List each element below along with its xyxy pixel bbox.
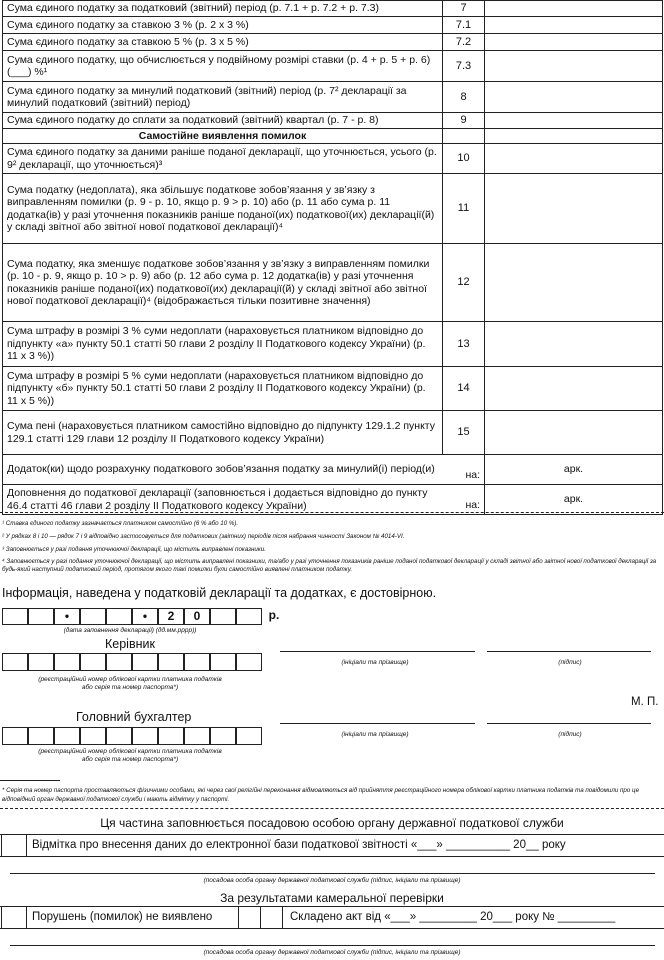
attachment-label: Доповнення до податкової декларації (заповнюється і додається відповідно до пункту 46.4 статті 46 глави 2 розділу ІІ Податкового кодексу України)	[7, 487, 428, 512]
row-number: 10	[443, 144, 485, 174]
row-value-cell[interactable]	[485, 34, 663, 51]
table-row	[3, 113, 663, 129]
footnote-1: ¹ Ставка єдиного податку зазначається платником самостійно (6 % або 10 %).	[2, 520, 239, 527]
date-suffix: р.	[268, 608, 280, 622]
reg-digit-box[interactable]	[2, 727, 28, 745]
declaration-text: Інформація, наведена у податковій декларації та додатках, є достовірною.	[2, 586, 437, 600]
date-digit-box[interactable]: •	[132, 608, 158, 625]
date-digit-box[interactable]: 0	[184, 608, 210, 625]
row-value-cell[interactable]	[485, 113, 663, 129]
section-title: Самостійне виявлення помилок	[3, 129, 443, 144]
accountant-label: Головний бухгалтер	[76, 710, 192, 724]
date-digit-box[interactable]	[106, 608, 132, 625]
table-row	[3, 82, 663, 113]
row-number: 7.1	[443, 17, 485, 34]
tax-summary-table	[2, 0, 663, 515]
reg-digit-box[interactable]	[80, 653, 106, 671]
stamp-label: М. П.	[631, 696, 659, 708]
row-label: Сума єдиного податку за ставкою 3 % (р. 2 х 3 %)	[3, 17, 443, 34]
row-label: Сума єдиного податку за ставкою 5 % (р. 3 х 5 %)	[3, 34, 443, 51]
date-digit-box[interactable]	[236, 608, 262, 625]
row-value-cell[interactable]	[485, 51, 663, 82]
row-label: Сума єдиного податку до сплати за податковий (звітний) квартал (р. 7 - р. 8)	[3, 113, 443, 129]
reg-caption: або серія та номер паспорта*)	[81, 684, 179, 691]
divider	[0, 808, 664, 809]
footnote-2: ² У рядках 8 і 10 — рядок 7 і 9 відповідно застосовується для податкових (звітних) періодів після набрання чинності Законом № 4014-VI.	[2, 533, 405, 540]
reg-digit-box[interactable]	[210, 653, 236, 671]
attachment-na: на:	[465, 468, 480, 481]
footnote-3: ³ Заповнюється у разі подання уточнюючої декларації, що містить виправлені показники.	[2, 546, 266, 553]
divider	[0, 512, 664, 513]
attachment-sheets[interactable]: арк.	[485, 455, 663, 485]
row-value-cell[interactable]	[485, 1, 663, 17]
director-label: Керівник	[105, 637, 155, 651]
reg-digit-box[interactable]	[210, 727, 236, 745]
signature-caption: (підпис)	[558, 659, 582, 666]
reg-digit-box[interactable]	[184, 653, 210, 671]
reg-digit-box[interactable]	[28, 653, 54, 671]
reg-digit-box[interactable]	[106, 727, 132, 745]
official-caption: (посадова особа органу державної податкової служби (підпис, ініціали та прізвище)	[203, 877, 461, 884]
row-number: 15	[443, 411, 485, 455]
row-number: 9	[443, 113, 485, 129]
attachment-row	[3, 455, 663, 485]
initials-caption: (ініціали та прізвище)	[341, 731, 409, 738]
reg-caption: (реєстраційний номер облікової картки платника податків	[38, 676, 222, 683]
table-row	[3, 411, 663, 455]
initials-caption: (ініціали та прізвище)	[341, 659, 409, 666]
mark-text: Відмітка про внесення даних до електронної бази податкової звітності «___» __________ 20__ року	[32, 839, 566, 851]
director-signature-line[interactable]	[487, 651, 651, 652]
reg-digit-box[interactable]	[2, 653, 28, 671]
reg-digit-box[interactable]	[132, 727, 158, 745]
accountant-name-line[interactable]	[280, 723, 475, 724]
table-row	[3, 34, 663, 51]
date-digit-box[interactable]	[28, 608, 54, 625]
footnote-4: ⁴ Заповнюється у разі подання уточнюючої декларації, що містить виправлені показники, та/або у разі уточнення показників раніше поданої податкової декларації у складі звітної або звітної нової податкової декларації за будь-який наступний податковий період, протягом якого такі помилки були самостійно виявлені платником податку.	[2, 558, 657, 573]
row-number: 11	[443, 174, 485, 244]
table-row	[3, 17, 663, 34]
reg-digit-box[interactable]	[54, 653, 80, 671]
row-label: Сума єдиного податку, що обчислюється у подвійному розмірі ставки (р. 4 + р. 5 + р. 6) (___) %¹	[3, 51, 443, 82]
attachment-na: на:	[465, 498, 480, 511]
row-number: 12	[443, 244, 485, 322]
no-violations-text: Порушень (помилок) не виявлено	[32, 911, 213, 923]
row-label: Сума податку, яка зменшує податкове зобов’язання у зв’язку з виправленням помилки (р. 10 - р. 9, якщо р. 10 > р. 9) або (р. 12 або сума р. 12 додатка(ів) у разі уточнення показників раніше поданої(их) податкової(их) декларації(й) у складі звітної або звітної нової податкової декларації)⁴ (відображається тільки позитивне значення)	[3, 244, 443, 322]
table-row	[3, 1, 663, 17]
row-number: 13	[443, 322, 485, 367]
date-digit-box[interactable]	[80, 608, 106, 625]
official-signature-line[interactable]	[10, 873, 655, 874]
row-label: Сума податку (недоплата), яка збільшує податкове зобов’язання у зв’язку з виправленням помилки (р. 9 - р. 10, якщо р. 9 > р. 10) або (р. 11 або сума р. 11 додатка(ів) у разі уточнення показників раніше поданої(их) податкової(их) декларації(й) у складі звітної або звітної нової податкової декларації)⁴	[3, 174, 443, 244]
row-label: Сума штрафу в розмірі 5 % суми недоплати (нараховується платником відповідно до підпункту «б» пункту 50.1 статті 50 глави 2 розділу ІІ Податкового кодексу України) (р. 11 х 5 %))	[3, 367, 443, 411]
row-value-cell[interactable]	[485, 174, 663, 244]
reg-digit-box[interactable]	[236, 653, 262, 671]
row-value-cell[interactable]	[485, 82, 663, 113]
row-label: Сума єдиного податку за даними раніше поданої декларації, що уточнюється, усього (р. 9² декларації, що уточнюється)³	[3, 144, 443, 174]
reg-caption: (реєстраційний номер облікової картки платника податків	[38, 748, 222, 755]
divider	[0, 780, 60, 781]
reg-digit-box[interactable]	[80, 727, 106, 745]
row-number: 14	[443, 367, 485, 411]
row-label: Сума пені (нараховується платником самостійно відповідно до підпункту 129.1.2 пункту 129.1 статті 129 глави 12 розділу ІІ Податкового кодексу України)	[3, 411, 443, 455]
reg-digit-box[interactable]	[158, 653, 184, 671]
row-number: 7	[443, 1, 485, 17]
table-row	[3, 174, 663, 244]
row-label: Сума єдиного податку за минулий податковий (звітний) період (р. 7² декларації за минулий податковий (звітний) період)	[3, 82, 443, 113]
row-label: Сума єдиного податку за податковий (звітний) період (р. 7.1 + р. 7.2 + р. 7.3)	[3, 1, 443, 17]
reg-caption: або серія та номер паспорта*)	[81, 756, 179, 763]
date-digit-box[interactable]: 2	[158, 608, 184, 625]
reg-digit-box[interactable]	[106, 653, 132, 671]
row-number: 7.2	[443, 34, 485, 51]
mark-checkbox[interactable]	[26, 834, 27, 856]
date-digit-box[interactable]: •	[54, 608, 80, 625]
table-row	[3, 367, 663, 411]
row-value-cell[interactable]	[485, 322, 663, 367]
reg-digit-box[interactable]	[158, 727, 184, 745]
official-title: Ця частина заповнюється посадовою особою органу державної податкової служби	[100, 816, 564, 830]
row-label: Сума штрафу в розмірі 3 % суми недоплати (нараховується платником відповідно до підпункту «а» пункту 50.1 статті 50 глави 2 розділу ІІ Податкового кодексу України) (р. 11 х 3 %))	[3, 322, 443, 367]
reg-digit-box[interactable]	[132, 653, 158, 671]
attachment-row	[3, 485, 663, 515]
table-row	[3, 322, 663, 367]
no-violations-checkbox[interactable]	[2, 906, 26, 928]
director-name-line[interactable]	[280, 651, 475, 652]
reg-digit-box[interactable]	[54, 727, 80, 745]
table-row	[3, 144, 663, 174]
official-signature-line-2[interactable]	[10, 945, 655, 946]
table-row	[3, 244, 663, 322]
row-number: 8	[443, 82, 485, 113]
attachment-label: Додаток(ки) щодо розрахунку податкового зобов’язання податку за минулий(і) період(и)	[7, 463, 435, 476]
row-value-cell[interactable]	[485, 17, 663, 34]
date-digit-box[interactable]	[2, 608, 28, 625]
reg-digit-box[interactable]	[28, 727, 54, 745]
row-value-cell[interactable]	[485, 244, 663, 322]
section-header-row	[3, 129, 663, 144]
accountant-signature-line[interactable]	[487, 723, 651, 724]
audit-title: За результатами камеральної перевірки	[220, 891, 444, 905]
signature-caption: (підпис)	[558, 731, 582, 738]
date-caption: (дата заповнення декларації) (дд.мм.рррр))	[63, 627, 197, 634]
row-value-cell[interactable]	[485, 367, 663, 411]
row-number: 7.3	[443, 51, 485, 82]
date-digit-box[interactable]	[210, 608, 236, 625]
reg-digit-box[interactable]	[184, 727, 210, 745]
asterisk-note: * Серія та номер паспорта проставляються фізичними особами, які через свої релігійні переконання відмовляються від прийняття реєстраційного номера облікової картки платника податків та повідомили про це відповідний орган державної податкової служби і мають відмітку у паспорті.	[2, 787, 640, 803]
row-value-cell[interactable]	[485, 144, 663, 174]
table-row	[3, 51, 663, 82]
official-caption-2: (посадова особа органу державної податкової служби (підпис, ініціали та прізвище)	[203, 949, 461, 956]
act-text: Складено акт від «___» _________ 20___ року № _________	[290, 911, 616, 923]
row-value-cell[interactable]	[485, 411, 663, 455]
attachment-sheets[interactable]: арк.	[485, 485, 663, 515]
reg-digit-box[interactable]	[236, 727, 262, 745]
act-checkbox[interactable]	[260, 906, 282, 928]
